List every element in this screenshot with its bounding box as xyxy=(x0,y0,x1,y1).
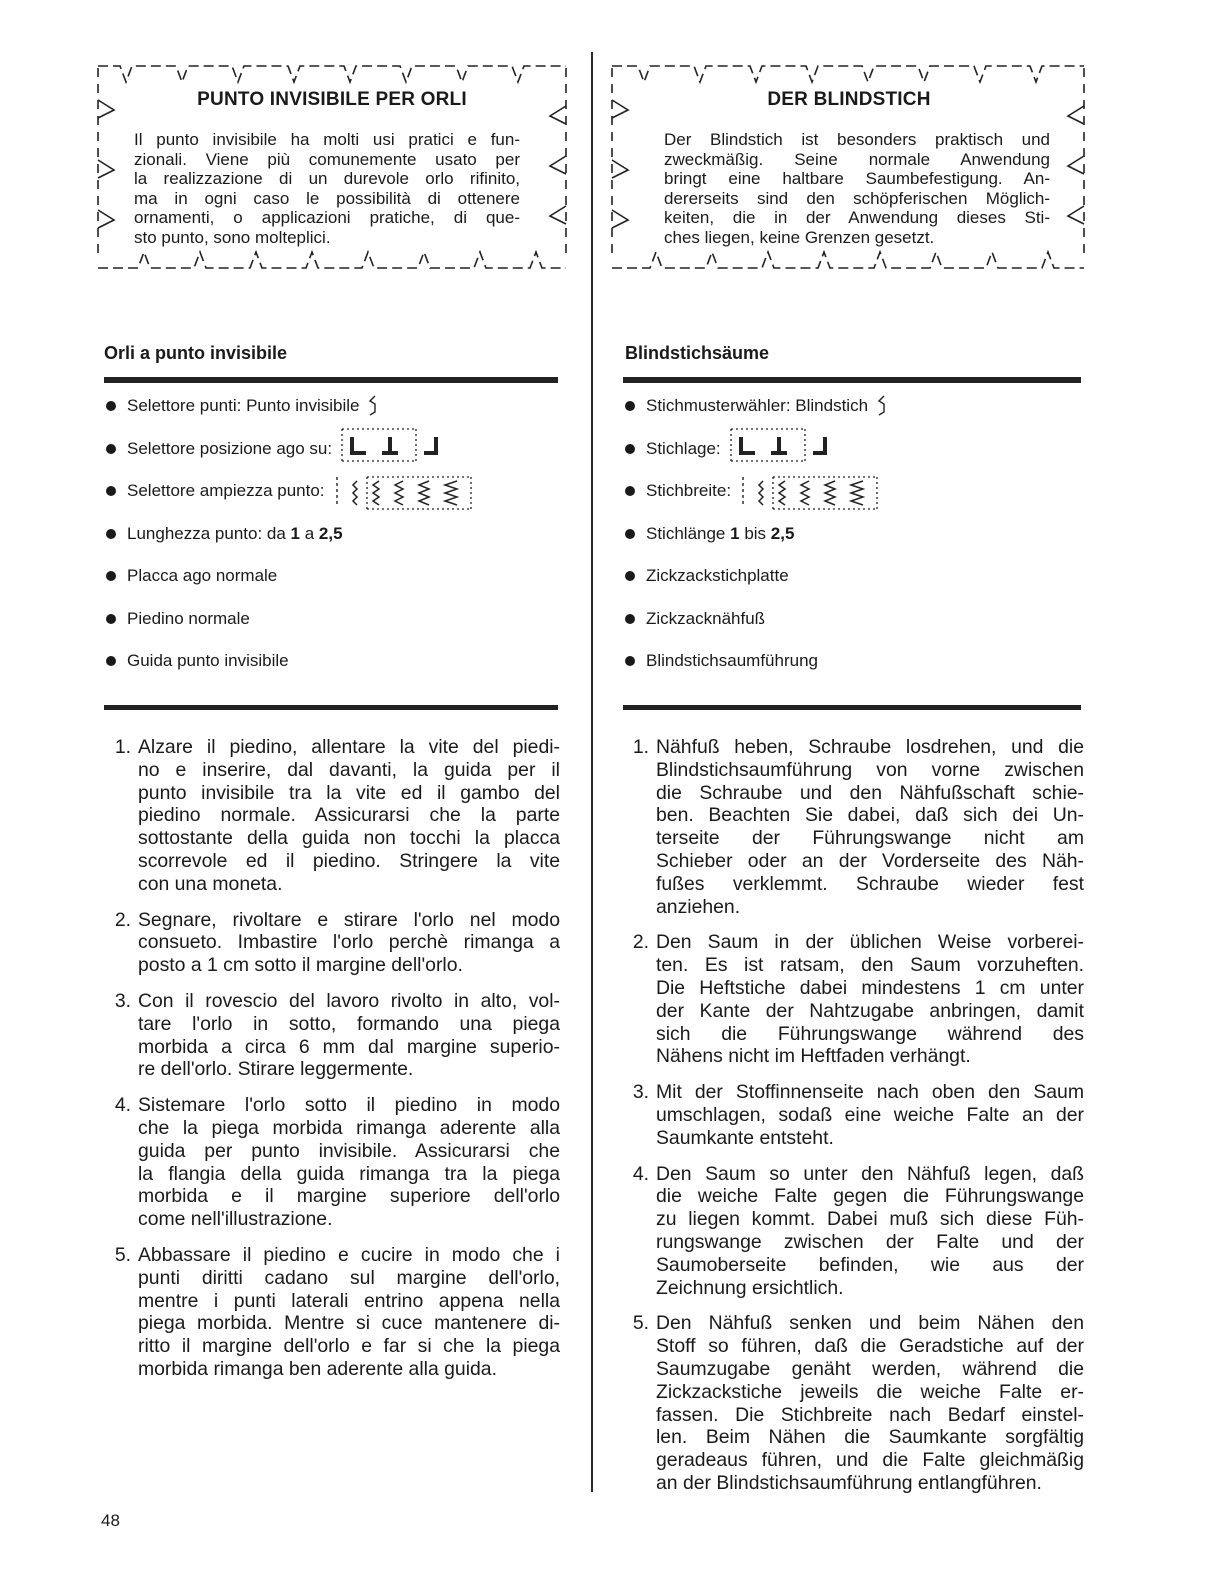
box-description xyxy=(134,130,520,247)
step-item: 2. Segnare, rivoltare e stirare l'orlo nel modo consueto. Imbastire l'orlo perchè rimanga a posto a 1 cm sotto il margine dell'orlo. xyxy=(114,908,560,977)
bullet-icon xyxy=(106,656,116,666)
settings-item: Piedino normale xyxy=(104,607,564,650)
box-line: ornamenti, o applicazioni pratiche, di que- xyxy=(134,208,520,227)
settings-item: Selettore ampiezza punto: xyxy=(104,479,564,522)
box-line: Der Blindstich ist besonders praktisch und xyxy=(664,130,1050,149)
steps-list xyxy=(610,736,1084,1508)
bullet-icon xyxy=(106,486,116,496)
section-heading: Orli a punto invisibile xyxy=(104,343,288,363)
settings-item: Stichmusterwähler: Blindstich xyxy=(623,394,1083,437)
box-line: ma in ogni caso le possibilità di ottenere xyxy=(134,188,520,208)
blind-stitch-icon xyxy=(367,394,379,425)
box-line: zionali. Viene più comunemente usato per xyxy=(134,149,520,169)
bullet-icon xyxy=(625,444,635,454)
stitch-border-box xyxy=(92,60,572,272)
settings-item: Guida punto invisibile xyxy=(104,649,564,692)
settings-item: Stichbreite: xyxy=(623,479,1083,522)
settings-rule xyxy=(623,705,1081,710)
blind-stitch-icon xyxy=(876,394,888,425)
column-divider xyxy=(591,52,593,1492)
box-line: ches liegen, keine Grenzen gesetzt. xyxy=(664,227,935,247)
step-item: 2. Den Saum in der üblichen Weise vorberei- ten. Es ist ratsam, den Saum vorzuheften. Die Heftstiche dabei mindestens 1 cm unter der Kante der Nahtzugabe anbringen, damit sich die Führungswange während des Nähens nicht im Heftfaden verhängt. xyxy=(632,931,1084,1068)
step-item: 5. Den Nähfuß senken und beim Nähen den Stoff so führen, daß die Geradstiche auf der Saumzugabe genäht werden, während die Zickzackstiche jeweils die weiche Falte er- fassen. Die Stichbreite nach Bedarf einstel- len. Beim Nähen die Saumkante sorgfältig geradeaus führen, und die Falte gleichmäßig an der Blindstichsaumführung entlangführen. xyxy=(632,1312,1084,1494)
section-heading: Blindstichsäume xyxy=(625,343,770,363)
heading-rule xyxy=(623,377,1081,383)
bullet-icon xyxy=(625,571,635,581)
box-title: DER BLINDSTICH xyxy=(767,89,931,110)
settings-item: Stichlänge 1 bis 2,5 xyxy=(623,522,1083,565)
stitch-border-box xyxy=(610,60,1088,272)
bullet-icon xyxy=(625,614,635,624)
step-item: 1. Nähfuß heben, Schraube losdrehen, und die Blindstichsaumführung von vorne zwischen die Schraube und den Nähfußschaft schie- ben. Beachten Sie dabei, daß sich dei Un- terseite der Führungswange nicht am Schieber oder an der Vorderseite des Näh- fußes verklemmt. Schraube wieder fest anziehen. xyxy=(632,736,1084,918)
settings-item: Zickzacknähfuß xyxy=(623,607,1083,650)
box-line: Il punto invisibile ha molti usi pratici e fun- xyxy=(134,130,520,149)
settings-item: Blindstichsaumführung xyxy=(623,649,1083,692)
box-line: sto punto, sono molteplici. xyxy=(134,227,331,247)
bullet-icon xyxy=(106,444,116,454)
stitch-width-icon xyxy=(739,479,879,520)
box-line: bringt eine haltbare Saumbefestigung. An- xyxy=(664,169,1050,188)
page-number: 48 xyxy=(101,1511,120,1530)
settings-item: Placca ago normale xyxy=(104,564,564,607)
step-item: 4. Den Saum so unter den Nähfuß legen, daß die weiche Falte gegen die Führungswange zu liegen kommt. Dabei muß sich diese Füh- rungswange zwischen der Falte und der Saumoberseite befinden, wie aus der Zeichnung ersichtlich. xyxy=(632,1162,1084,1299)
step-item: 3. Con il rovescio del lavoro rivolto in alto, vol- tare l'orlo in sotto, formando una piega morbida a circa 6 mm dal margine superio- re dell'orlo. Stirare leggermente. xyxy=(114,989,560,1081)
bullet-icon xyxy=(106,529,116,539)
stitch-width-icon xyxy=(333,479,473,520)
box-line: keiten, die in der Anwendung dieses Sti- xyxy=(664,208,1050,227)
step-item: 1. Alzare il piedino, allentare la vite del piedi- no e inserire, dal davanti, la guida per il punto invisibile tra la vite ed il gambo del piedino normale. Assicurarsi che la parte sottostante della guida non tocchi la placca scorrevole ed il piedino. Stringere la vite con una moneta. xyxy=(114,736,560,895)
heading-rule xyxy=(104,377,558,383)
box-line: la realizzazione di un durevole orlo rifinito, xyxy=(134,169,520,188)
box-title: PUNTO INVISIBILE PER ORLI xyxy=(197,89,467,110)
bullet-icon xyxy=(106,571,116,581)
box-line: zweckmäßig. Seine normale Anwendung xyxy=(664,149,1050,169)
settings-item: Selettore punti: Punto invisibile xyxy=(104,394,564,437)
settings-rule xyxy=(104,705,558,710)
box-description xyxy=(664,130,1050,247)
step-item: 4. Sistemare l'orlo sotto il piedino in modo che la piega morbida rimanga aderente alla guida per punto invisibile. Assicurarsi che la flangia della guida rimanga tra la piega morbida e il margine superiore dell'orlo come nell'illustrazione. xyxy=(114,1094,560,1231)
settings-list xyxy=(104,394,564,692)
bullet-icon xyxy=(106,614,116,624)
settings-item: Lunghezza punto: da 1 a 2,5 xyxy=(104,522,564,565)
steps-list xyxy=(92,736,560,1394)
bullet-icon xyxy=(625,401,635,411)
settings-item: Selettore posizione ago su: xyxy=(104,437,564,480)
step-item: 3. Mit der Stoffinnenseite nach oben den Saum umschlagen, sodaß eine weiche Falte an der Saumkante entsteht. xyxy=(632,1081,1084,1149)
settings-item: Zickzackstichplatte xyxy=(623,564,1083,607)
bullet-icon xyxy=(625,486,635,496)
bullet-icon xyxy=(106,401,116,411)
needle-position-icon xyxy=(729,437,847,470)
needle-position-icon xyxy=(340,437,458,470)
settings-list xyxy=(623,394,1083,692)
bullet-icon xyxy=(625,656,635,666)
bullet-icon xyxy=(625,529,635,539)
settings-item: Stichlage: xyxy=(623,437,1083,480)
box-line: dererseits sind den schöpferischen Möglich- xyxy=(664,188,1050,208)
step-item: 5. Abbassare il piedino e cucire in modo che i punti diritti cadano sul margine dell'orlo, mentre i punti laterali entrino appena nella piega morbida. Mentre si cuce mantenere di- ritto il margine dell'orlo e far si che la piega morbida rimanga ben aderente alla guida. xyxy=(114,1243,560,1380)
